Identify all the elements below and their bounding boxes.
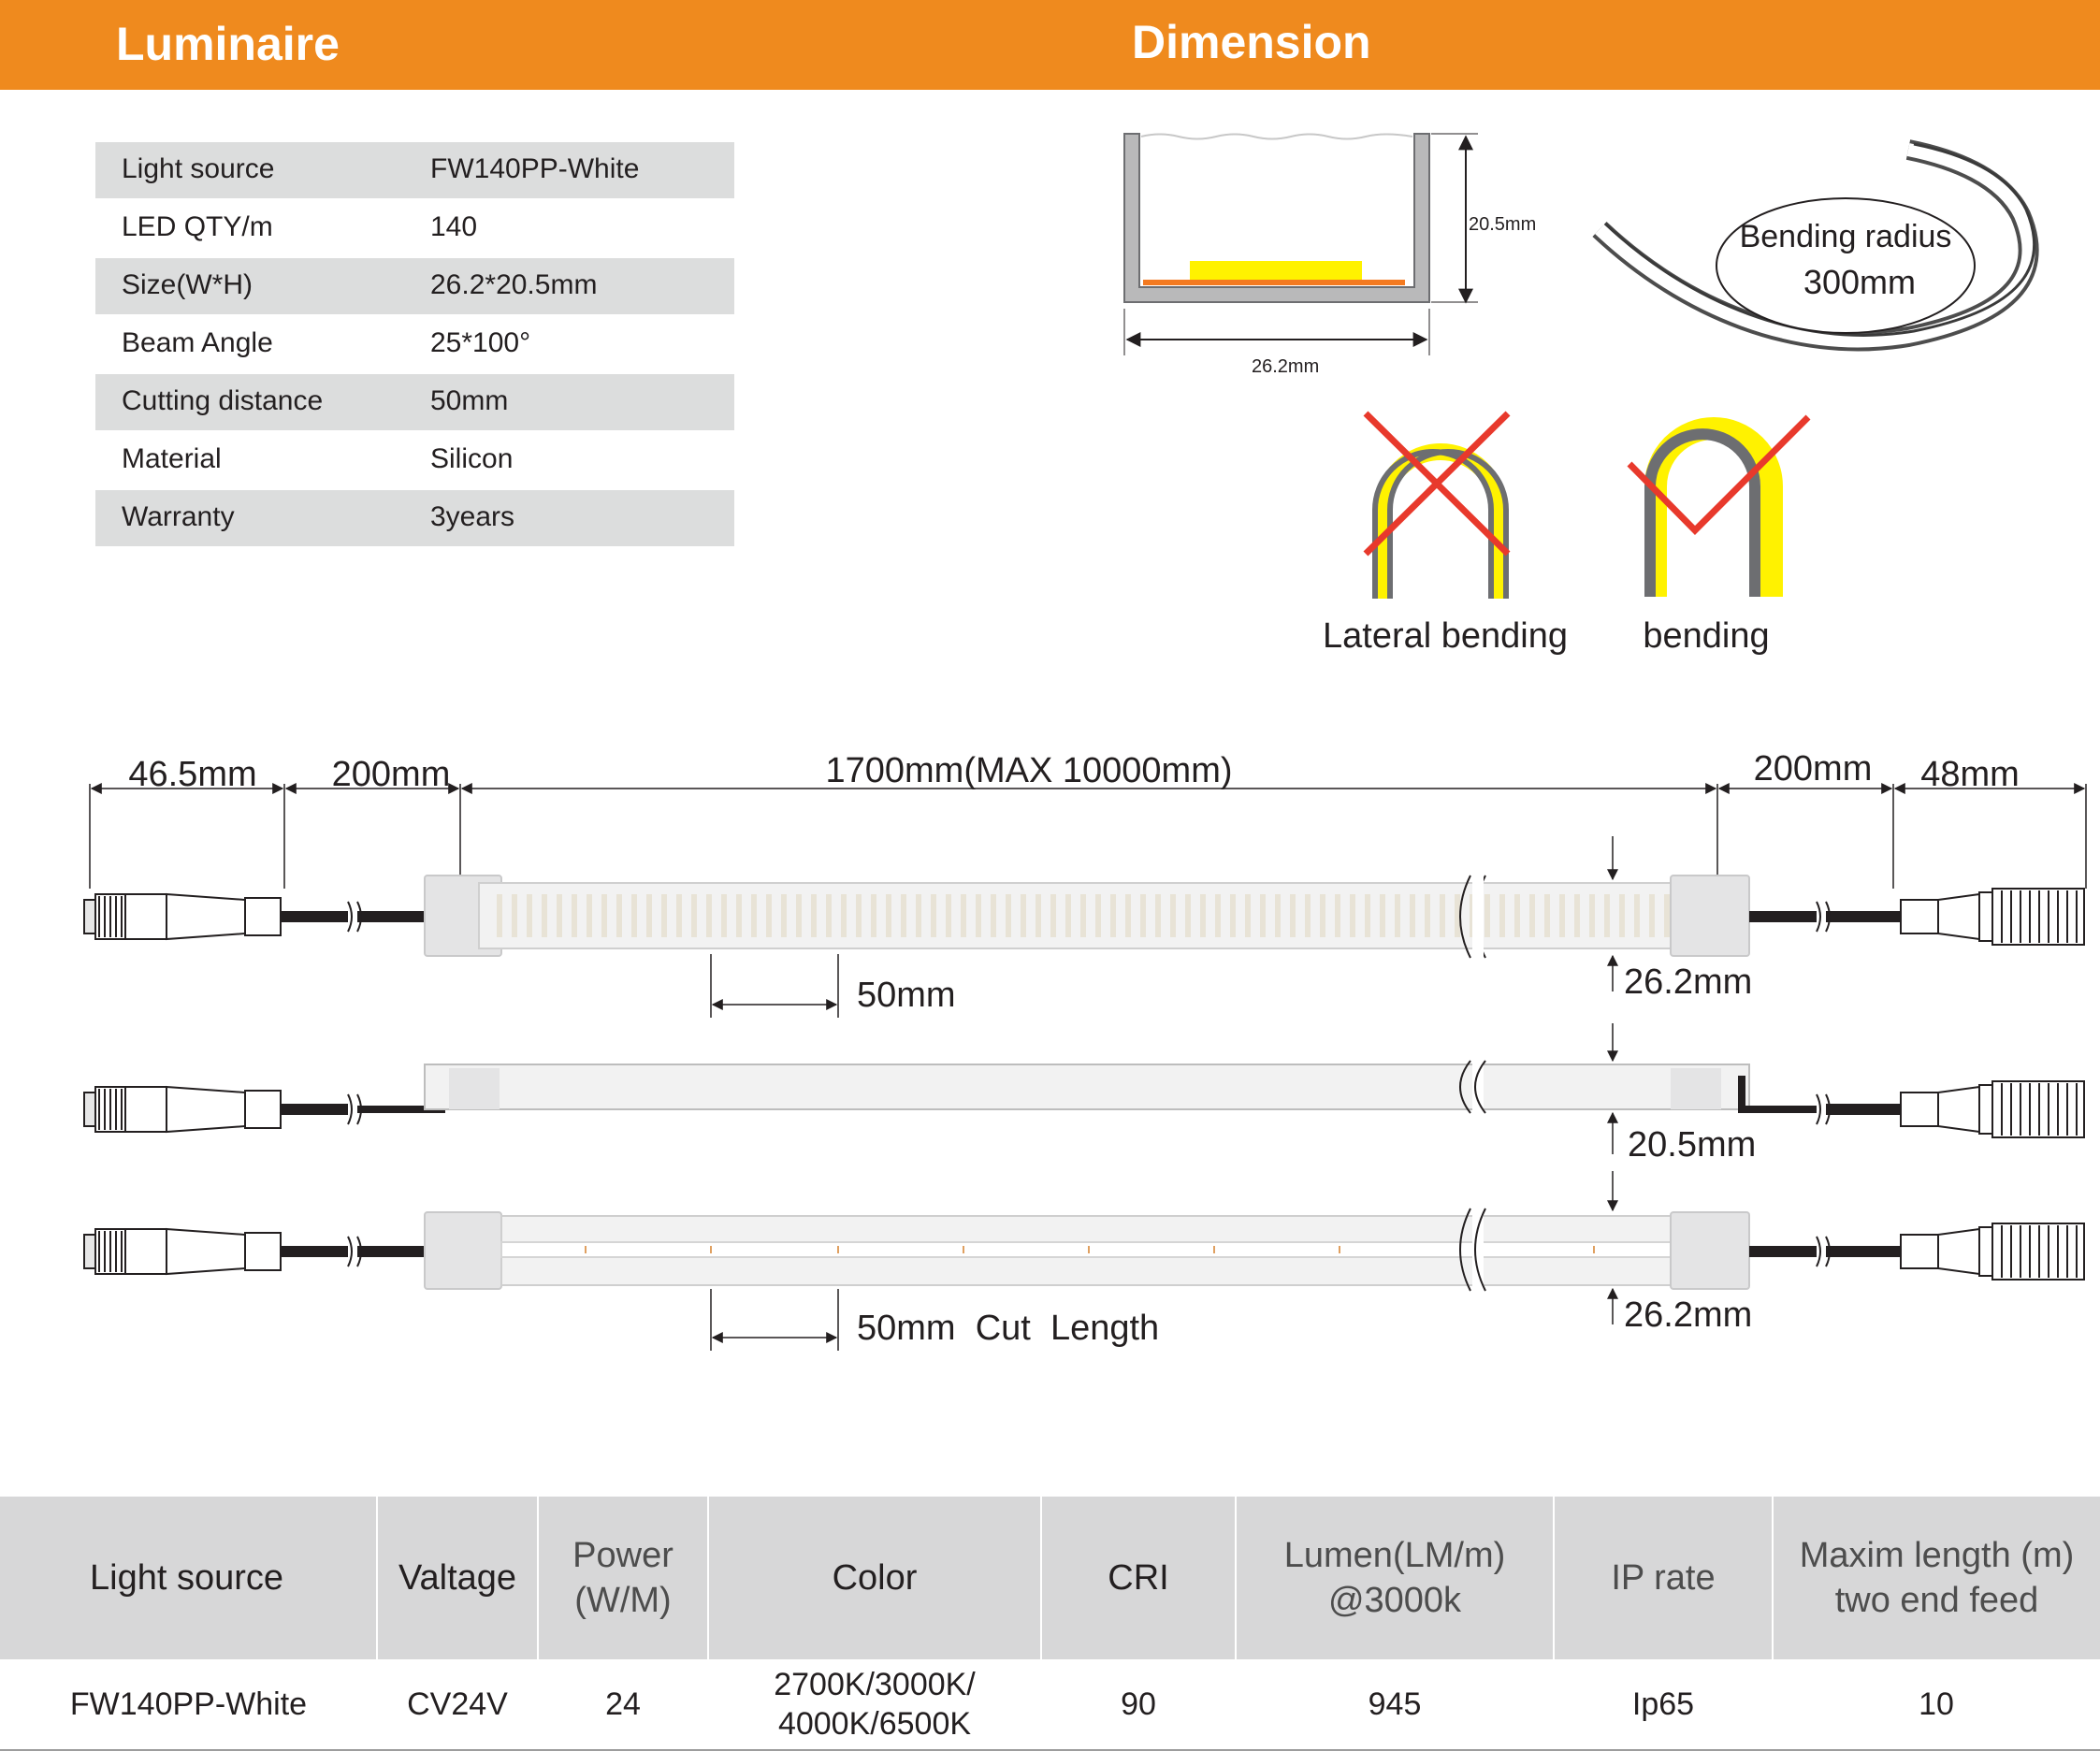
left-cable-length: 46.5mm — [128, 755, 257, 794]
cut-distance-top: 50mm — [857, 976, 956, 1015]
cell-cri: 90 — [1041, 1659, 1236, 1750]
header-ip-rate: IP rate — [1554, 1497, 1773, 1659]
strip-height-side: 20.5mm — [1628, 1125, 1757, 1165]
cell-lumen: 945 — [1236, 1659, 1554, 1750]
lateral-bending-label: Lateral bending — [1323, 616, 1568, 656]
strip-top-view — [84, 836, 2084, 1018]
header-lumen: Lumen(LM/m) @3000k — [1236, 1497, 1554, 1659]
spec-value: 26.2*20.5mm — [430, 269, 598, 300]
spec-value: 140 — [430, 211, 478, 242]
spec-value: Silicon — [430, 443, 514, 474]
left-tail-length: 200mm — [331, 755, 451, 794]
spec-label: Cutting distance — [122, 385, 324, 416]
header-max-length: Maxim length (m) two end feed — [1773, 1497, 2100, 1659]
bending-label: bending — [1643, 616, 1770, 656]
cell-light-source: FW140PP-White — [0, 1659, 377, 1750]
right-cable-length: 48mm — [1920, 755, 2020, 794]
spec-label: Material — [122, 443, 222, 474]
spec-value: 50mm — [430, 385, 509, 416]
cell-ip: Ip65 — [1554, 1659, 1773, 1750]
spec-value: 3years — [430, 501, 515, 532]
cell-max-length: 10 — [1773, 1659, 2100, 1750]
parameters-table — [0, 1497, 2100, 1751]
cell-color: 2700K/3000K/ 4000K/6500K — [708, 1659, 1041, 1750]
dimension-title: Dimension — [1132, 16, 1371, 68]
spec-label: Light source — [122, 153, 275, 184]
luminaire-title: Luminaire — [116, 18, 340, 70]
bending-radius-value: 300mm — [1803, 263, 1917, 301]
spec-label: Beam Angle — [122, 327, 273, 358]
spec-label: Size(W*H) — [122, 269, 253, 300]
header-light-source: Light source — [0, 1497, 377, 1659]
strip-side-view — [84, 1023, 2084, 1154]
spec-value: 25*100° — [430, 327, 531, 358]
table-row — [0, 1659, 2100, 1750]
cut-length-bottom: 50mm Cut Length — [857, 1309, 1160, 1348]
cell-voltage: CV24V — [377, 1659, 538, 1750]
led-chip — [1190, 261, 1362, 280]
header-power: Power (W/M) — [538, 1497, 708, 1659]
length-dimension-lines — [90, 784, 2086, 889]
table-header-row — [0, 1497, 2100, 1659]
strip-width-bottom: 26.2mm — [1624, 1295, 1753, 1335]
body-length: 1700mm(MAX 10000mm) — [825, 751, 1233, 790]
header-voltage: Valtage — [377, 1497, 538, 1659]
spec-label: Warranty — [122, 501, 235, 532]
strip-width-top: 26.2mm — [1624, 962, 1753, 1002]
spec-label: LED QTY/m — [122, 211, 273, 242]
bending-radius-title: Bending radius — [1739, 219, 1952, 254]
header-cri: CRI — [1041, 1497, 1236, 1659]
spec-value: FW140PP-White — [430, 153, 640, 184]
profile-height-label: 20.5mm — [1469, 214, 1537, 235]
profile-cross-section — [1124, 134, 1478, 355]
header-color: Color — [708, 1497, 1041, 1659]
right-tail-length: 200mm — [1753, 749, 1873, 789]
profile-width-label: 26.2mm — [1252, 356, 1320, 377]
cell-power: 24 — [538, 1659, 708, 1750]
